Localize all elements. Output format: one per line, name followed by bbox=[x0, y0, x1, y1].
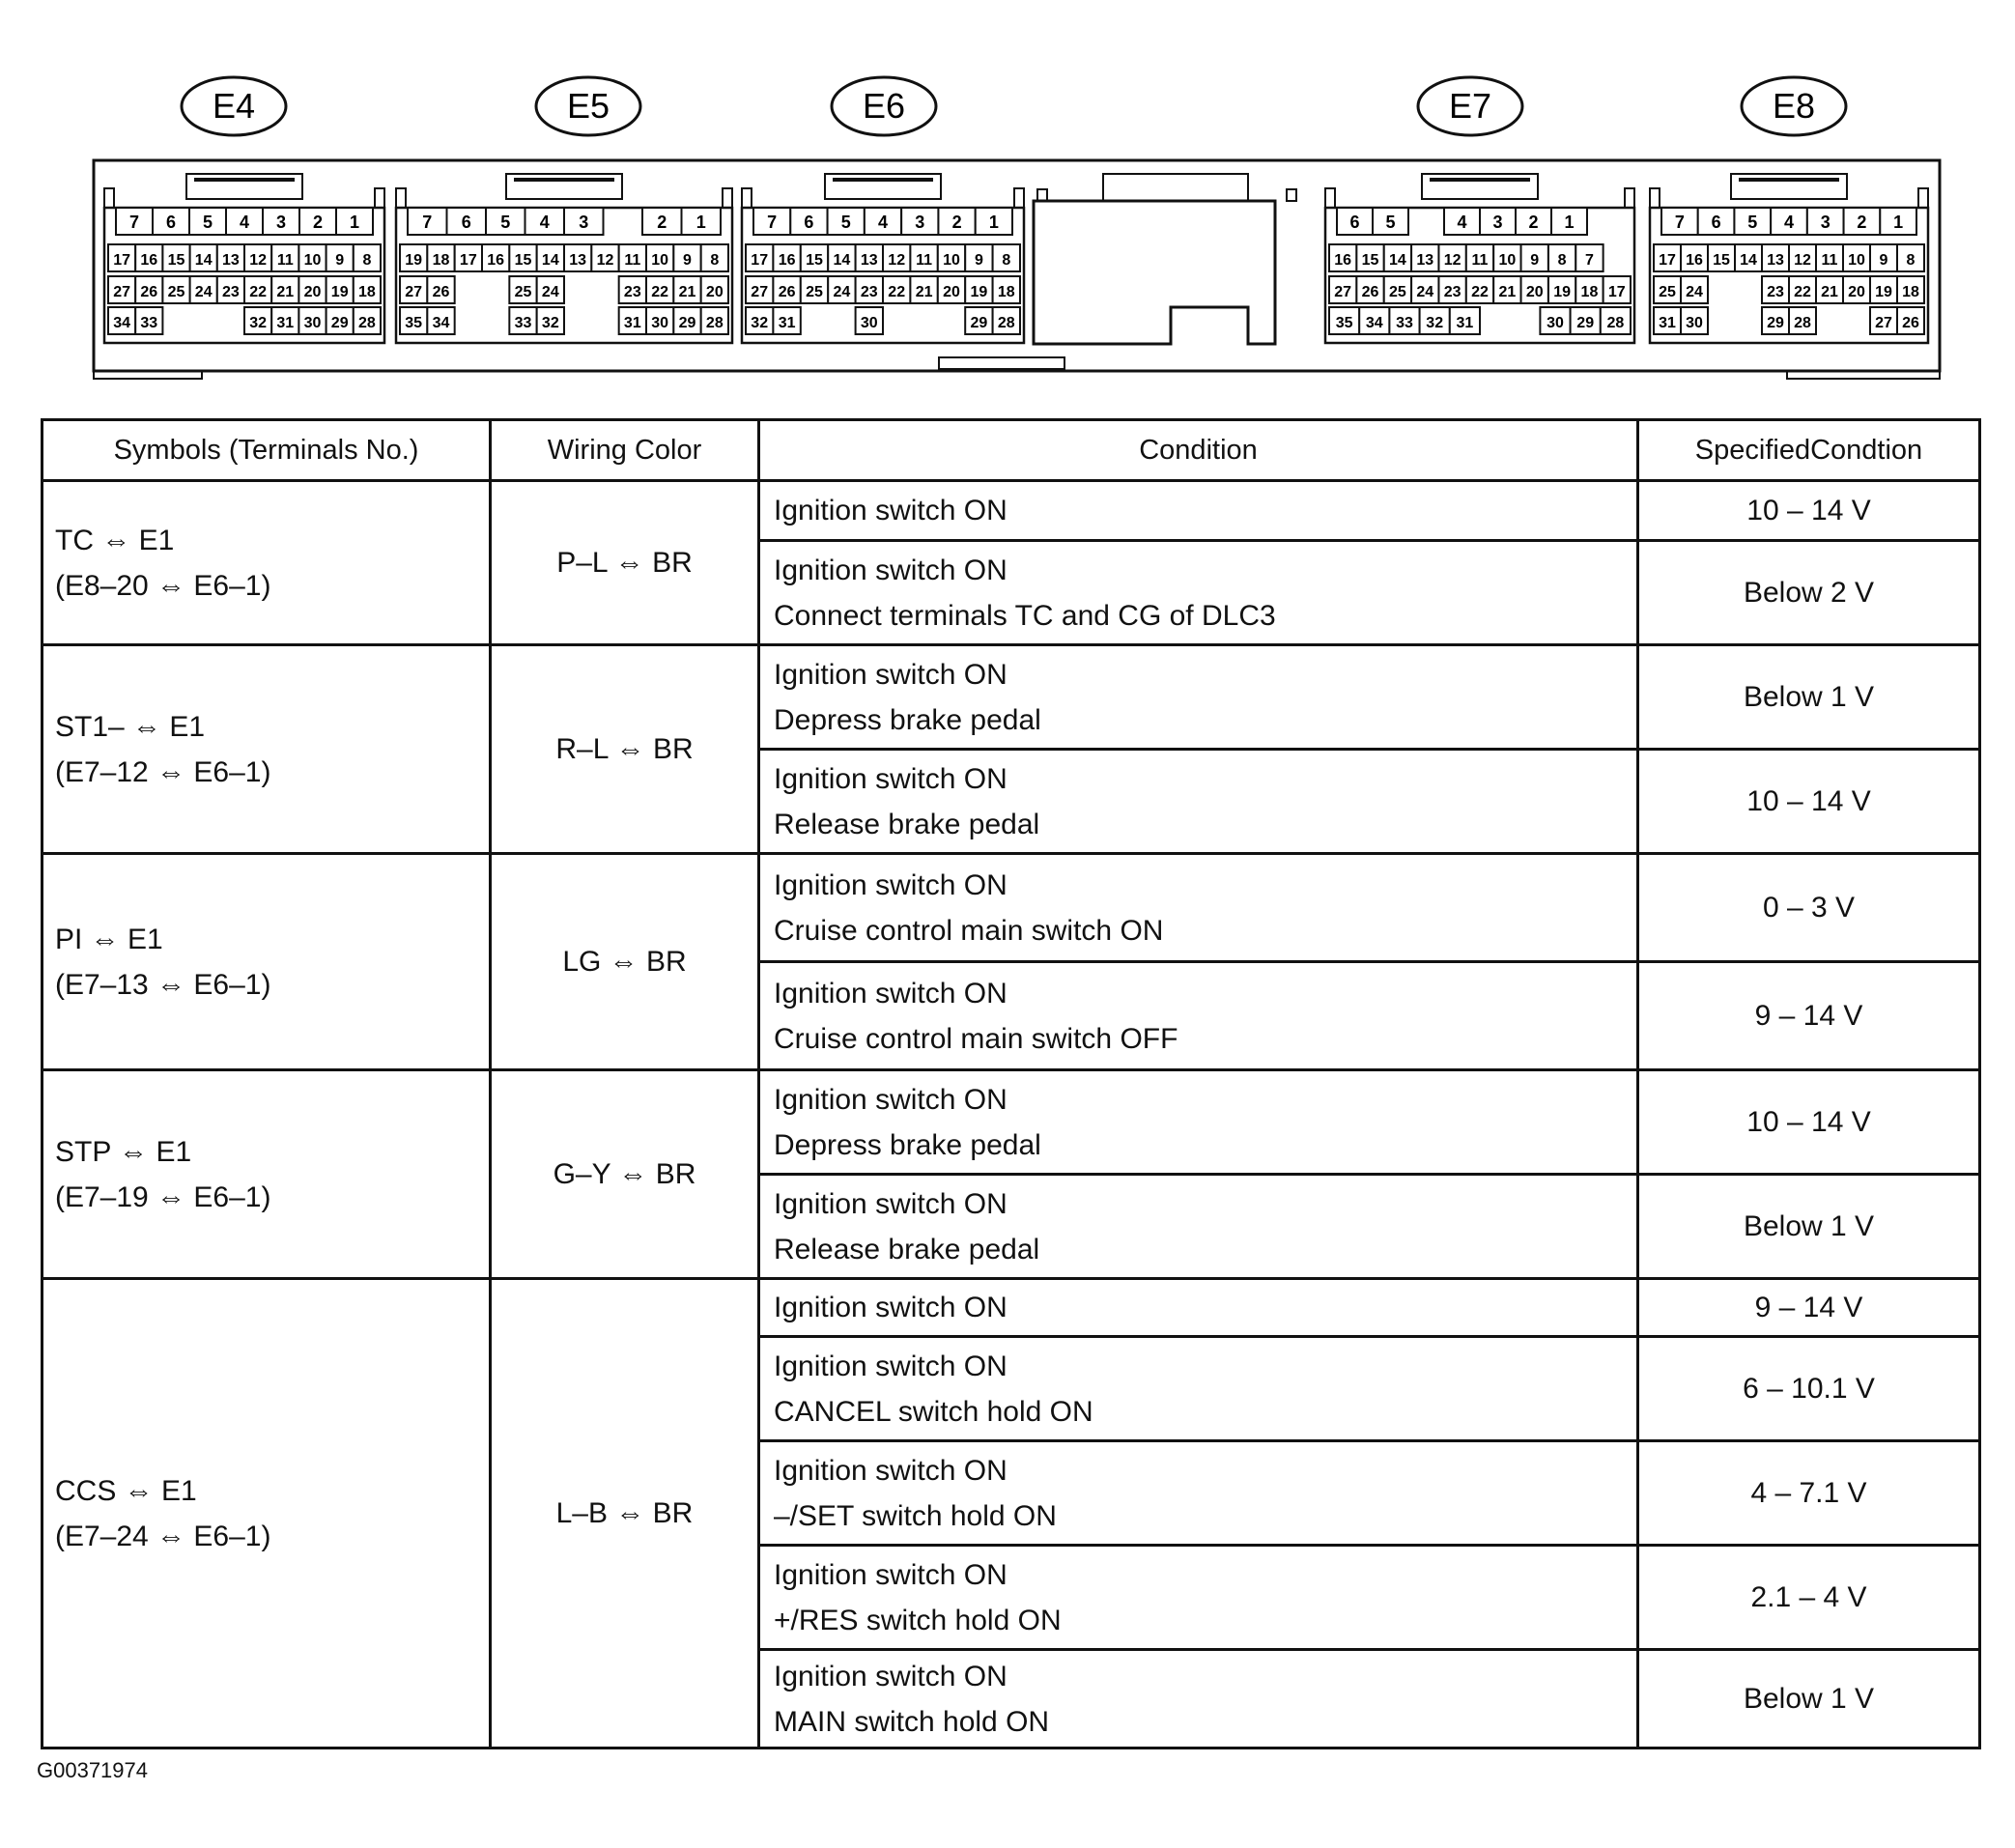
terminal-number: 27 bbox=[1875, 315, 1892, 331]
table-row bbox=[43, 1279, 1980, 1337]
condition-line: Ignition switch ON bbox=[774, 1350, 1008, 1382]
terminal-number: 33 bbox=[514, 315, 532, 331]
terminal-number: 31 bbox=[1456, 315, 1474, 331]
terminal-number: 8 bbox=[1557, 252, 1567, 269]
terminal-number: 16 bbox=[1686, 252, 1703, 269]
terminal-number: 15 bbox=[1361, 252, 1379, 269]
specified-condition: Below 1 V bbox=[1638, 1650, 1980, 1748]
symbol-text: STP ⇔ E1 bbox=[55, 1135, 192, 1168]
terminal-number: 22 bbox=[888, 284, 906, 300]
terminal-number: 26 bbox=[432, 284, 450, 300]
header-specified-condition: SpecifiedCondtion bbox=[1638, 420, 1980, 481]
terminal-number: 25 bbox=[806, 284, 823, 300]
terminal-number: 31 bbox=[623, 315, 641, 331]
terminal-number: 28 bbox=[1794, 315, 1811, 331]
terminal-number: 19 bbox=[970, 284, 988, 300]
terminal-number: 16 bbox=[1334, 252, 1352, 269]
terminal-number: 25 bbox=[1659, 284, 1676, 300]
terminal-number: 12 bbox=[249, 252, 267, 269]
condition-line: CANCEL switch hold ON bbox=[774, 1395, 1093, 1428]
terminal-number: 30 bbox=[1547, 315, 1564, 331]
connector-post bbox=[723, 188, 732, 208]
condition-cell bbox=[759, 750, 1638, 854]
header-wiring-color: Wiring Color bbox=[491, 420, 759, 481]
terminal-number: 24 bbox=[1686, 284, 1703, 300]
condition-cell bbox=[759, 962, 1638, 1070]
terminal-number: 21 bbox=[678, 284, 696, 300]
connector-label: E5 bbox=[566, 86, 610, 126]
terminal-number: 33 bbox=[1396, 315, 1413, 331]
connector-label: E6 bbox=[862, 86, 906, 126]
condition-cell bbox=[759, 1175, 1638, 1279]
terminal-number: 20 bbox=[943, 284, 960, 300]
connector-latch bbox=[825, 174, 941, 199]
terminal-number: 27 bbox=[113, 284, 130, 300]
terminal-number: 32 bbox=[1426, 315, 1444, 331]
terminal-number: 32 bbox=[249, 315, 267, 331]
condition-line: Cruise control main switch ON bbox=[774, 914, 1164, 947]
terminal-number: 6 bbox=[804, 213, 814, 232]
specified-condition: 10 – 14 V bbox=[1638, 750, 1980, 854]
terminal-number: 9 bbox=[1530, 252, 1540, 269]
terminal-number: 17 bbox=[113, 252, 130, 269]
terminal-number: 11 bbox=[276, 252, 294, 269]
terminal-number: 18 bbox=[358, 284, 376, 300]
terminal-number: 11 bbox=[1821, 252, 1838, 269]
terminal-number: 10 bbox=[1848, 252, 1865, 269]
condition-line: Ignition switch ON bbox=[774, 1187, 1008, 1220]
condition-line: Ignition switch ON bbox=[774, 658, 1008, 691]
symbol-text: TC ⇔ E1 bbox=[55, 524, 175, 556]
terminal-number: 23 bbox=[1767, 284, 1784, 300]
housing-tab bbox=[939, 357, 1064, 369]
terminal-number: 8 bbox=[362, 252, 372, 269]
terminal-number: 10 bbox=[943, 252, 960, 269]
terminal-number: 3 bbox=[1820, 213, 1831, 232]
terminal-number: 30 bbox=[303, 315, 322, 331]
condition-line: Connect terminals TC and CG of DLC3 bbox=[774, 599, 1276, 632]
terminal-number: 17 bbox=[1607, 284, 1626, 300]
condition-line: MAIN switch hold ON bbox=[774, 1705, 1050, 1738]
connector-post bbox=[396, 188, 406, 208]
terminal-number: 16 bbox=[487, 252, 505, 269]
terminal-number: 11 bbox=[624, 252, 641, 269]
terminal-number: 27 bbox=[1334, 284, 1352, 300]
condition-cell bbox=[759, 481, 1638, 541]
terminal-number: 12 bbox=[1443, 252, 1462, 269]
connector-latch bbox=[1731, 174, 1847, 199]
specification-table bbox=[41, 418, 1981, 1749]
terminal-number: 30 bbox=[860, 315, 878, 331]
terminal-number: 2 bbox=[657, 213, 667, 232]
symbol-text: PI ⇔ E1 bbox=[55, 923, 163, 955]
terminal-number: 6 bbox=[165, 213, 177, 232]
figure-id: G00371974 bbox=[37, 1758, 148, 1782]
terminal-number: 3 bbox=[275, 213, 287, 232]
terminal-number: 18 bbox=[997, 284, 1015, 300]
terminal-number: 4 bbox=[1457, 213, 1467, 232]
wiring-color: G–Y ⇔ BR bbox=[491, 1070, 759, 1279]
condition-cell bbox=[759, 1070, 1638, 1175]
terminal-number: 23 bbox=[1443, 284, 1462, 300]
terminal-number: 20 bbox=[1525, 284, 1544, 300]
terminal-number: 2 bbox=[312, 213, 324, 232]
terminal-number: 31 bbox=[778, 315, 796, 331]
condition-line: Ignition switch ON bbox=[774, 1454, 1008, 1487]
terminal-number: 12 bbox=[1794, 252, 1811, 269]
terminal-number: 11 bbox=[1471, 252, 1489, 269]
terminal-number: 4 bbox=[877, 213, 889, 232]
specified-condition: Below 1 V bbox=[1638, 645, 1980, 750]
terminal-number: 22 bbox=[651, 284, 669, 300]
terminal-number: 24 bbox=[1416, 284, 1434, 300]
condition-cell bbox=[759, 1650, 1638, 1748]
condition-cell bbox=[759, 1337, 1638, 1441]
connector-e7 bbox=[1325, 77, 1634, 343]
condition-line: Ignition switch ON bbox=[774, 762, 1008, 795]
condition-line: Release brake pedal bbox=[774, 808, 1040, 840]
condition-line: Cruise control main switch OFF bbox=[774, 1022, 1178, 1055]
terminal-number: 1 bbox=[349, 213, 360, 232]
terminal-number: 3 bbox=[579, 213, 589, 232]
terminal-number: 13 bbox=[860, 252, 878, 269]
terminal-number: 4 bbox=[1783, 213, 1795, 232]
blank-connector-cavity bbox=[1034, 201, 1275, 344]
condition-line: Ignition switch ON bbox=[774, 977, 1008, 1009]
terminal-number: 5 bbox=[1747, 213, 1758, 232]
specified-condition: Below 1 V bbox=[1638, 1175, 1980, 1279]
terminal-number: 3 bbox=[1492, 213, 1503, 232]
terminal-number: 15 bbox=[806, 252, 823, 269]
terminal-number: 26 bbox=[140, 284, 158, 300]
terminal-number: 21 bbox=[276, 284, 295, 300]
terminal-number: 20 bbox=[1848, 284, 1865, 300]
terminal-number: 16 bbox=[140, 252, 158, 269]
connector-post bbox=[1650, 188, 1660, 208]
terminal-number: 34 bbox=[113, 315, 130, 331]
connector-latch bbox=[1422, 174, 1538, 199]
terminal-number: 35 bbox=[1335, 315, 1353, 331]
specified-condition: 9 – 14 V bbox=[1638, 1279, 1980, 1337]
connector-latch bbox=[186, 174, 302, 199]
condition-cell bbox=[759, 645, 1638, 750]
terminal-number: 29 bbox=[1576, 315, 1595, 331]
specified-condition: 2.1 – 4 V bbox=[1638, 1546, 1980, 1650]
terminal-number: 22 bbox=[249, 284, 267, 300]
terminal-number: 19 bbox=[330, 284, 349, 300]
cavity-latch bbox=[1103, 174, 1248, 201]
terminal-number: 20 bbox=[705, 284, 724, 300]
symbol-text: CCS ⇔ E1 bbox=[55, 1474, 197, 1507]
table-row bbox=[43, 1070, 1980, 1175]
terminal-number: 12 bbox=[888, 252, 906, 269]
terminal-number: 30 bbox=[1686, 315, 1703, 331]
terminal-number: 18 bbox=[1902, 284, 1919, 300]
condition-line: Ignition switch ON bbox=[774, 868, 1008, 901]
terminal-number: 15 bbox=[167, 252, 185, 269]
terminal-number: 1 bbox=[1893, 213, 1904, 232]
terminal-number: 3 bbox=[915, 213, 925, 232]
specified-condition: 9 – 14 V bbox=[1638, 962, 1980, 1070]
condition-line: Depress brake pedal bbox=[774, 1128, 1041, 1161]
terminal-number: 24 bbox=[194, 284, 213, 300]
terminal-number: 25 bbox=[1389, 284, 1406, 300]
terminal-number: 14 bbox=[541, 252, 559, 269]
condition-cell bbox=[759, 1279, 1638, 1337]
wiring-color: P–L ⇔ BR bbox=[491, 481, 759, 645]
terminal-number: 4 bbox=[239, 213, 250, 232]
wiring-color: L–B ⇔ BR bbox=[491, 1279, 759, 1748]
terminal-number: 8 bbox=[1002, 252, 1011, 269]
terminal-number: 8 bbox=[710, 252, 720, 269]
terminal-number: 29 bbox=[330, 315, 349, 331]
table-header-row bbox=[43, 420, 1980, 481]
condition-cell bbox=[759, 854, 1638, 962]
condition-line: Ignition switch ON bbox=[774, 495, 1008, 526]
terminal-number: 26 bbox=[1361, 284, 1379, 300]
terminal-number: 7 bbox=[1585, 252, 1594, 269]
terminal-number: 28 bbox=[997, 315, 1015, 331]
terminal-number: 2 bbox=[1857, 213, 1867, 232]
connector-e4 bbox=[104, 77, 384, 343]
terminal-number: 8 bbox=[1906, 252, 1916, 269]
terminal-number: 6 bbox=[1711, 213, 1721, 232]
terminal-number: 35 bbox=[405, 315, 423, 331]
terminal-number: 27 bbox=[751, 284, 769, 300]
terminal-number: 12 bbox=[596, 252, 614, 269]
condition-line: Ignition switch ON bbox=[774, 1660, 1008, 1692]
terminal-number: 32 bbox=[751, 315, 769, 331]
terminal-number: 19 bbox=[405, 252, 423, 269]
terminal-number: 10 bbox=[651, 252, 669, 269]
terminal-number: 20 bbox=[303, 284, 322, 300]
terminal-number: 17 bbox=[459, 252, 477, 269]
terminal-number: 29 bbox=[1767, 315, 1784, 331]
condition-line: Ignition switch ON bbox=[774, 554, 1008, 586]
connector-label: E8 bbox=[1772, 86, 1816, 126]
condition-line: Ignition switch ON bbox=[774, 1292, 1008, 1323]
terminal-number: 22 bbox=[1794, 284, 1811, 300]
connector-e8 bbox=[1650, 77, 1928, 343]
terminal-number: 10 bbox=[1498, 252, 1517, 269]
symbol-cell bbox=[43, 645, 491, 854]
terminal-number: 17 bbox=[751, 252, 769, 269]
terminal-number: 2 bbox=[1528, 213, 1539, 232]
terminal-number: 19 bbox=[1553, 284, 1571, 300]
specified-condition: 4 – 7.1 V bbox=[1638, 1441, 1980, 1546]
terminal-number: 13 bbox=[569, 252, 587, 269]
terminal-number: 6 bbox=[461, 213, 471, 232]
terminal-number: 14 bbox=[194, 252, 213, 269]
terminal-numbers: (E7–12 ⇔ E6–1) bbox=[55, 755, 271, 788]
terminal-number: 9 bbox=[974, 252, 983, 269]
terminal-number: 5 bbox=[202, 213, 213, 232]
terminal-number: 5 bbox=[840, 213, 851, 232]
terminal-number: 26 bbox=[778, 284, 796, 300]
condition-cell bbox=[759, 1441, 1638, 1546]
terminal-number: 1 bbox=[695, 213, 706, 232]
terminal-number: 31 bbox=[276, 315, 295, 331]
condition-line: Ignition switch ON bbox=[774, 1083, 1008, 1116]
connector-e6 bbox=[742, 77, 1024, 343]
terminal-number: 33 bbox=[140, 315, 158, 331]
condition-line: Ignition switch ON bbox=[774, 1558, 1008, 1591]
symbol-cell bbox=[43, 1070, 491, 1279]
condition-line: +/RES switch hold ON bbox=[774, 1604, 1062, 1636]
terminal-number: 23 bbox=[860, 284, 878, 300]
specified-condition: 10 – 14 V bbox=[1638, 481, 1980, 541]
connector-post bbox=[104, 188, 114, 208]
terminal-number: 28 bbox=[1606, 315, 1625, 331]
terminal-number: 13 bbox=[1767, 252, 1784, 269]
terminal-number: 5 bbox=[500, 213, 511, 232]
specified-condition: 0 – 3 V bbox=[1638, 854, 1980, 962]
terminal-number: 30 bbox=[651, 315, 669, 331]
wiring-color: LG ⇔ BR bbox=[491, 854, 759, 1070]
terminal-number: 24 bbox=[541, 284, 559, 300]
connector-post bbox=[1014, 188, 1024, 208]
condition-line: Depress brake pedal bbox=[774, 703, 1041, 736]
connector-label: E7 bbox=[1448, 86, 1492, 126]
wiring-color: R–L ⇔ BR bbox=[491, 645, 759, 854]
connector-post bbox=[742, 188, 752, 208]
table-row bbox=[43, 854, 1980, 962]
terminal-number: 14 bbox=[1389, 252, 1406, 269]
terminal-number: 31 bbox=[1659, 315, 1676, 331]
terminal-number: 11 bbox=[916, 252, 933, 269]
terminal-number: 15 bbox=[1713, 252, 1730, 269]
specified-condition: 10 – 14 V bbox=[1638, 1070, 1980, 1175]
terminal-number: 16 bbox=[778, 252, 796, 269]
terminal-numbers: (E7–13 ⇔ E6–1) bbox=[55, 968, 271, 1001]
terminal-numbers: (E8–20 ⇔ E6–1) bbox=[55, 569, 271, 602]
terminal-number: 14 bbox=[833, 252, 851, 269]
terminal-number: 21 bbox=[1821, 284, 1838, 300]
cavity-post bbox=[1287, 189, 1296, 201]
terminal-number: 26 bbox=[1902, 315, 1919, 331]
terminal-number: 15 bbox=[514, 252, 532, 269]
header-symbols: Symbols (Terminals No.) bbox=[43, 420, 491, 481]
terminal-number: 1 bbox=[988, 213, 999, 232]
terminal-number: 10 bbox=[303, 252, 322, 269]
condition-cell bbox=[759, 541, 1638, 645]
terminal-number: 17 bbox=[1659, 252, 1676, 269]
table-row bbox=[43, 481, 1980, 541]
specified-condition: 6 – 10.1 V bbox=[1638, 1337, 1980, 1441]
connector-diagram bbox=[0, 0, 2015, 406]
terminal-number: 27 bbox=[405, 284, 423, 300]
table-row bbox=[43, 645, 1980, 750]
terminal-number: 13 bbox=[222, 252, 240, 269]
connector-label: E4 bbox=[212, 86, 256, 126]
terminal-numbers: (E7–24 ⇔ E6–1) bbox=[55, 1520, 271, 1552]
terminal-number: 25 bbox=[167, 284, 185, 300]
condition-line: Release brake pedal bbox=[774, 1233, 1040, 1265]
terminal-number: 32 bbox=[541, 315, 559, 331]
connector-post bbox=[1325, 188, 1335, 208]
connector-post bbox=[1918, 188, 1928, 208]
terminal-number: 14 bbox=[1740, 252, 1757, 269]
terminal-number: 28 bbox=[358, 315, 376, 331]
condition-line: –/SET switch hold ON bbox=[774, 1499, 1057, 1532]
terminal-number: 1 bbox=[1564, 213, 1575, 232]
terminal-number: 29 bbox=[678, 315, 696, 331]
connector-post bbox=[1625, 188, 1634, 208]
condition-cell bbox=[759, 1546, 1638, 1650]
terminal-number: 21 bbox=[915, 284, 933, 300]
terminal-number: 7 bbox=[1674, 213, 1685, 232]
terminal-number: 24 bbox=[833, 284, 851, 300]
terminal-number: 23 bbox=[623, 284, 641, 300]
terminal-number: 7 bbox=[767, 213, 778, 232]
terminal-number: 28 bbox=[705, 315, 724, 331]
header-condition: Condition bbox=[759, 420, 1638, 481]
symbol-text: ST1– ⇔ E1 bbox=[55, 710, 206, 743]
terminal-number: 25 bbox=[514, 284, 532, 300]
terminal-number: 29 bbox=[970, 315, 988, 331]
terminal-number: 13 bbox=[1416, 252, 1434, 269]
terminal-number: 34 bbox=[1365, 315, 1383, 331]
symbol-cell bbox=[43, 481, 491, 645]
terminal-number: 5 bbox=[1385, 213, 1396, 232]
connector-latch bbox=[506, 174, 622, 199]
terminal-number: 22 bbox=[1471, 284, 1489, 300]
cavity-post bbox=[1037, 189, 1047, 201]
terminal-number: 4 bbox=[539, 213, 550, 232]
specified-condition: Below 2 V bbox=[1638, 541, 1980, 645]
terminal-number: 34 bbox=[432, 315, 450, 331]
connector-e5 bbox=[396, 77, 732, 343]
terminal-number: 7 bbox=[128, 213, 140, 232]
terminal-number: 2 bbox=[951, 213, 962, 232]
terminal-number: 6 bbox=[1349, 213, 1360, 232]
symbol-cell bbox=[43, 1279, 491, 1748]
connector-post bbox=[375, 188, 384, 208]
symbol-cell bbox=[43, 854, 491, 1070]
terminal-number: 9 bbox=[1879, 252, 1888, 269]
terminal-number: 21 bbox=[1498, 284, 1517, 300]
terminal-number: 18 bbox=[1580, 284, 1599, 300]
terminal-number: 19 bbox=[1875, 284, 1892, 300]
terminal-number: 9 bbox=[335, 252, 345, 269]
terminal-number: 7 bbox=[422, 213, 433, 232]
terminal-numbers: (E7–19 ⇔ E6–1) bbox=[55, 1180, 271, 1213]
terminal-number: 18 bbox=[432, 252, 450, 269]
terminal-number: 9 bbox=[683, 252, 692, 269]
terminal-number: 23 bbox=[222, 284, 240, 300]
